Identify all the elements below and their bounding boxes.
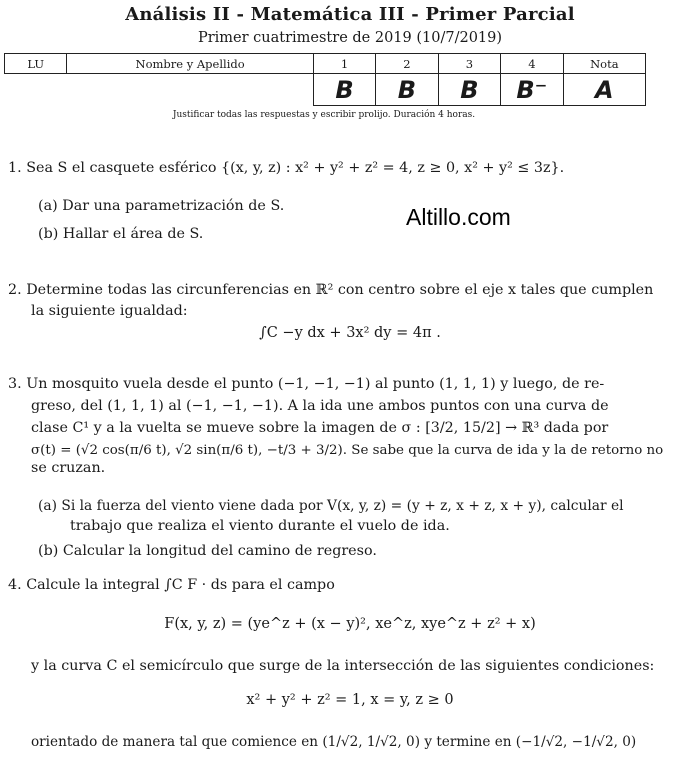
header-nota: Nota: [563, 54, 645, 74]
question-2: [8, 280, 653, 301]
question-3-line-2: greso, del (1, 1, 1) al (−1, −1, −1). A la ida une ambos puntos con una curva de: [31, 398, 609, 414]
question-4: [8, 575, 335, 596]
question-3-item-b: [38, 541, 377, 562]
item-label: (b): [38, 543, 59, 559]
grade-final: A: [563, 74, 645, 106]
question-3-line-5: se cruzan.: [31, 460, 106, 476]
question-4-text: Calcule la integral ∫C F · ds para el campo: [26, 577, 335, 593]
exam-subtitle: Primer cuatrimestre de 2019 (10/7/2019): [197, 30, 503, 46]
question-4-number: 4.: [8, 577, 22, 593]
header-q2: 2: [376, 54, 438, 74]
question-3-number: 3.: [8, 376, 22, 392]
instructions: Justificar todas las respuestas y escribir prolijo. Duración 4 horas.: [172, 110, 476, 120]
question-2-line-2: la siguiente igualdad:: [31, 303, 188, 319]
question-1-item-b: [38, 224, 203, 245]
question-4-field-equation: F(x, y, z) = (ye^z + (x − y)², xe^z, xye^z + z² + x): [164, 616, 536, 632]
item-label: (b): [38, 226, 59, 242]
grade-q1: B: [313, 74, 375, 106]
item-text: Hallar el área de S.: [62, 226, 204, 242]
header-name: Nombre y Apellido: [67, 54, 313, 74]
header-lu: LU: [5, 54, 67, 74]
question-3-line-4: σ(t) = (√2 cos(π/6 t), √2 sin(π/6 t), −t/3 + 3/2). Se sabe que la curva de ida y la de retorno no: [31, 443, 664, 458]
header-q3: 3: [438, 54, 500, 74]
question-2-number: 2.: [8, 282, 22, 298]
item-text-line-1: Calcular la longitud del camino de regreso.: [62, 543, 377, 559]
watermark: Altillo.com: [406, 204, 511, 230]
grade-q4: B⁻: [501, 74, 564, 106]
item-label: (a): [38, 498, 57, 514]
question-3-line-3: clase C¹ y a la vuelta se mueve sobre la imagen de σ : [3/2, 15/2] → ℝ³ dada por: [31, 420, 609, 436]
header-q4: 4: [501, 54, 564, 74]
question-1-item-a: [38, 196, 284, 217]
question-3-item-a: [38, 496, 624, 517]
item-text-line-1: Si la fuerza del viento viene dada por V(x, y, z) = (y + z, x + z, x + y), calcular el: [61, 498, 624, 514]
grades-marks-row: [5, 74, 646, 106]
question-4-text-3: orientado de manera tal que comience en (1/√2, 1/√2, 0) y termine en (−1/√2, −1/√2, 0): [31, 734, 637, 750]
question-2-line-1: Determine todas las circunferencias en ℝ² con centro sobre el eje x tales que cumplen: [26, 282, 654, 298]
question-1: [8, 158, 564, 179]
item-label: (a): [38, 198, 58, 214]
grades-header-row: [5, 54, 646, 74]
question-4-conditions: x² + y² + z² = 1, x = y, z ≥ 0: [246, 692, 454, 708]
question-3-line-1: Un mosquito vuela desde el punto (−1, −1, −1) al punto (1, 1, 1) y luego, de re-: [26, 376, 605, 392]
grade-q2: B: [376, 74, 438, 106]
question-4-text-2: y la curva C el semicírculo que surge de la intersección de las siguientes condiciones:: [31, 658, 655, 674]
exam-title: Análisis II - Matemática III - Primer Parcial: [125, 4, 575, 25]
grades-blank: [5, 74, 314, 106]
grades-table: [4, 53, 646, 106]
header-q1: 1: [313, 54, 375, 74]
question-1-text: Sea S el casquete esférico {(x, y, z) : x² + y² + z² = 4, z ≥ 0, x² + y² ≤ 3z}.: [26, 160, 565, 176]
question-2-equation: ∫C −y dx + 3x² dy = 4π .: [259, 325, 441, 341]
question-3: [8, 374, 604, 395]
grade-q3: B: [438, 74, 500, 106]
question-1-number: 1.: [8, 160, 22, 176]
question-3-item-a-line-2: trabajo que realiza el viento durante el vuelo de ida.: [70, 518, 450, 534]
item-text: Dar una parametrización de S.: [62, 198, 285, 214]
